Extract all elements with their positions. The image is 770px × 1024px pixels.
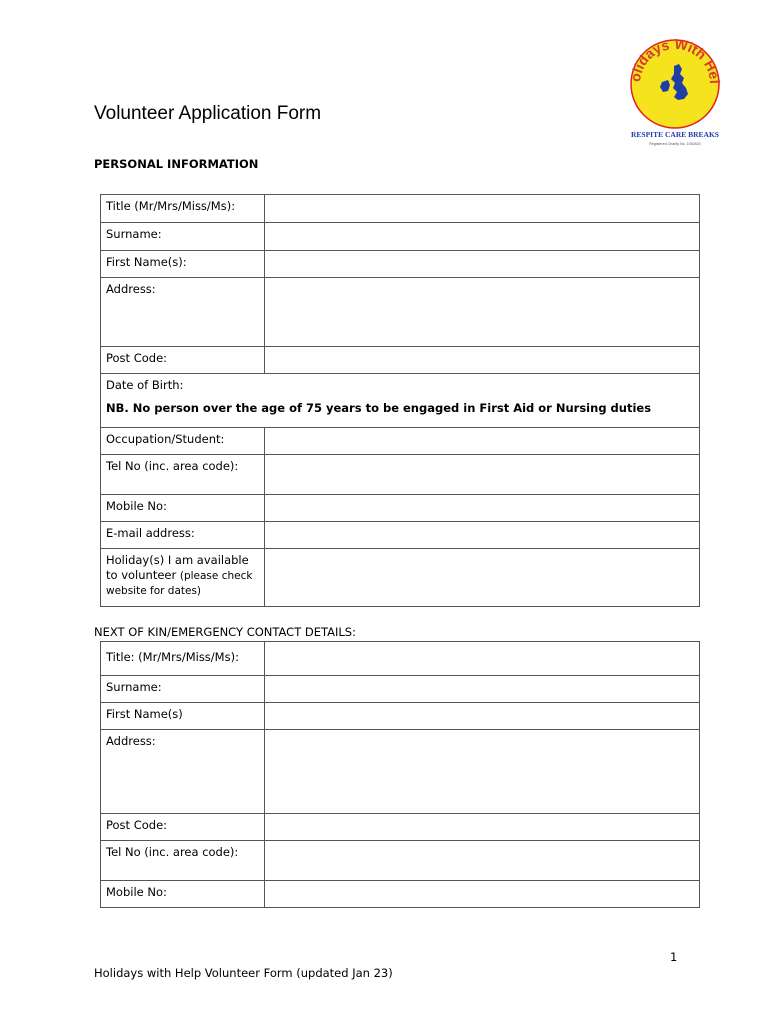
nb-note: NB. No person over the age of 75 years to be engaged in First Aid or Nursing duties — [106, 401, 652, 415]
table-row — [101, 495, 700, 522]
nok-first-name-label: First Name(s) — [101, 703, 265, 730]
personal-info-heading: PERSONAL INFORMATION — [94, 157, 259, 171]
table-row — [101, 195, 700, 223]
nok-postcode-label: Post Code: — [101, 814, 265, 841]
holiday-field[interactable] — [265, 549, 700, 607]
logo-ring-text: olidays With Hel — [626, 36, 724, 85]
logo-subcaption: Registered Charity No. 1062624 — [649, 142, 701, 146]
logo-caption: RESPITE CARE BREAKS — [631, 130, 719, 139]
table-row — [101, 676, 700, 703]
holiday-label-line1: Holiday(s) I am available — [106, 553, 249, 567]
nok-postcode-field[interactable] — [265, 814, 700, 841]
footer-text: Holidays with Help Volunteer Form (updated Jan 23) — [94, 966, 393, 980]
occupation-field[interactable] — [265, 428, 700, 455]
table-row — [101, 455, 700, 495]
table-row — [101, 374, 700, 428]
table-row — [101, 223, 700, 251]
surname-field[interactable] — [265, 223, 700, 251]
holiday-label-note: (please check — [179, 570, 253, 582]
mobile-label: Mobile No: — [101, 495, 265, 522]
table-row — [101, 278, 700, 347]
nok-address-label: Address: — [101, 730, 265, 814]
nok-first-name-field[interactable] — [265, 703, 700, 730]
nok-tel-field[interactable] — [265, 841, 700, 881]
nok-mobile-field[interactable] — [265, 881, 700, 908]
holiday-label — [101, 549, 265, 607]
tel-field[interactable] — [265, 455, 700, 495]
table-row — [101, 814, 700, 841]
table-row — [101, 642, 700, 676]
email-label: E-mail address: — [101, 522, 265, 549]
nok-surname-field[interactable] — [265, 676, 700, 703]
personal-info-table — [100, 194, 700, 607]
mobile-field[interactable] — [265, 495, 700, 522]
table-row — [101, 703, 700, 730]
table-row — [101, 881, 700, 908]
table-row — [101, 549, 700, 607]
surname-label: Surname: — [101, 223, 265, 251]
holiday-label-line2 — [106, 568, 259, 584]
holidays-with-help-logo — [622, 36, 728, 148]
address-field[interactable] — [265, 278, 700, 347]
first-name-label: First Name(s): — [101, 251, 265, 278]
postcode-label: Post Code: — [101, 347, 265, 374]
holiday-label-part: to volunteer — [106, 568, 177, 582]
first-name-field[interactable] — [265, 251, 700, 278]
postcode-field[interactable] — [265, 347, 700, 374]
title-label: Title (Mr/Mrs/Miss/Ms): — [101, 195, 265, 223]
email-field[interactable] — [265, 522, 700, 549]
title-field[interactable] — [265, 195, 700, 223]
nok-mobile-label: Mobile No: — [101, 881, 265, 908]
table-row — [101, 347, 700, 374]
table-row — [101, 730, 700, 814]
address-label: Address: — [101, 278, 265, 347]
nok-title-field[interactable] — [265, 642, 700, 676]
table-row — [101, 251, 700, 278]
nok-surname-label: Surname: — [101, 676, 265, 703]
occupation-label: Occupation/Student: — [101, 428, 265, 455]
holiday-label-line3: website for dates) — [106, 585, 202, 597]
next-of-kin-table — [100, 641, 700, 908]
nok-title-label: Title: (Mr/Mrs/Miss/Ms): — [101, 642, 265, 676]
nok-address-field[interactable] — [265, 730, 700, 814]
dob-cell[interactable] — [101, 374, 700, 428]
page-title: Volunteer Application Form — [94, 103, 322, 124]
next-of-kin-heading: NEXT OF KIN/EMERGENCY CONTACT DETAILS: — [94, 625, 356, 639]
dob-label: Date of Birth: — [106, 378, 184, 392]
page-number: 1 — [670, 950, 678, 964]
table-row — [101, 428, 700, 455]
logo-graphic — [622, 36, 728, 148]
tel-label: Tel No (inc. area code): — [101, 455, 265, 495]
table-row — [101, 522, 700, 549]
nok-tel-label: Tel No (inc. area code): — [101, 841, 265, 881]
table-row — [101, 841, 700, 881]
